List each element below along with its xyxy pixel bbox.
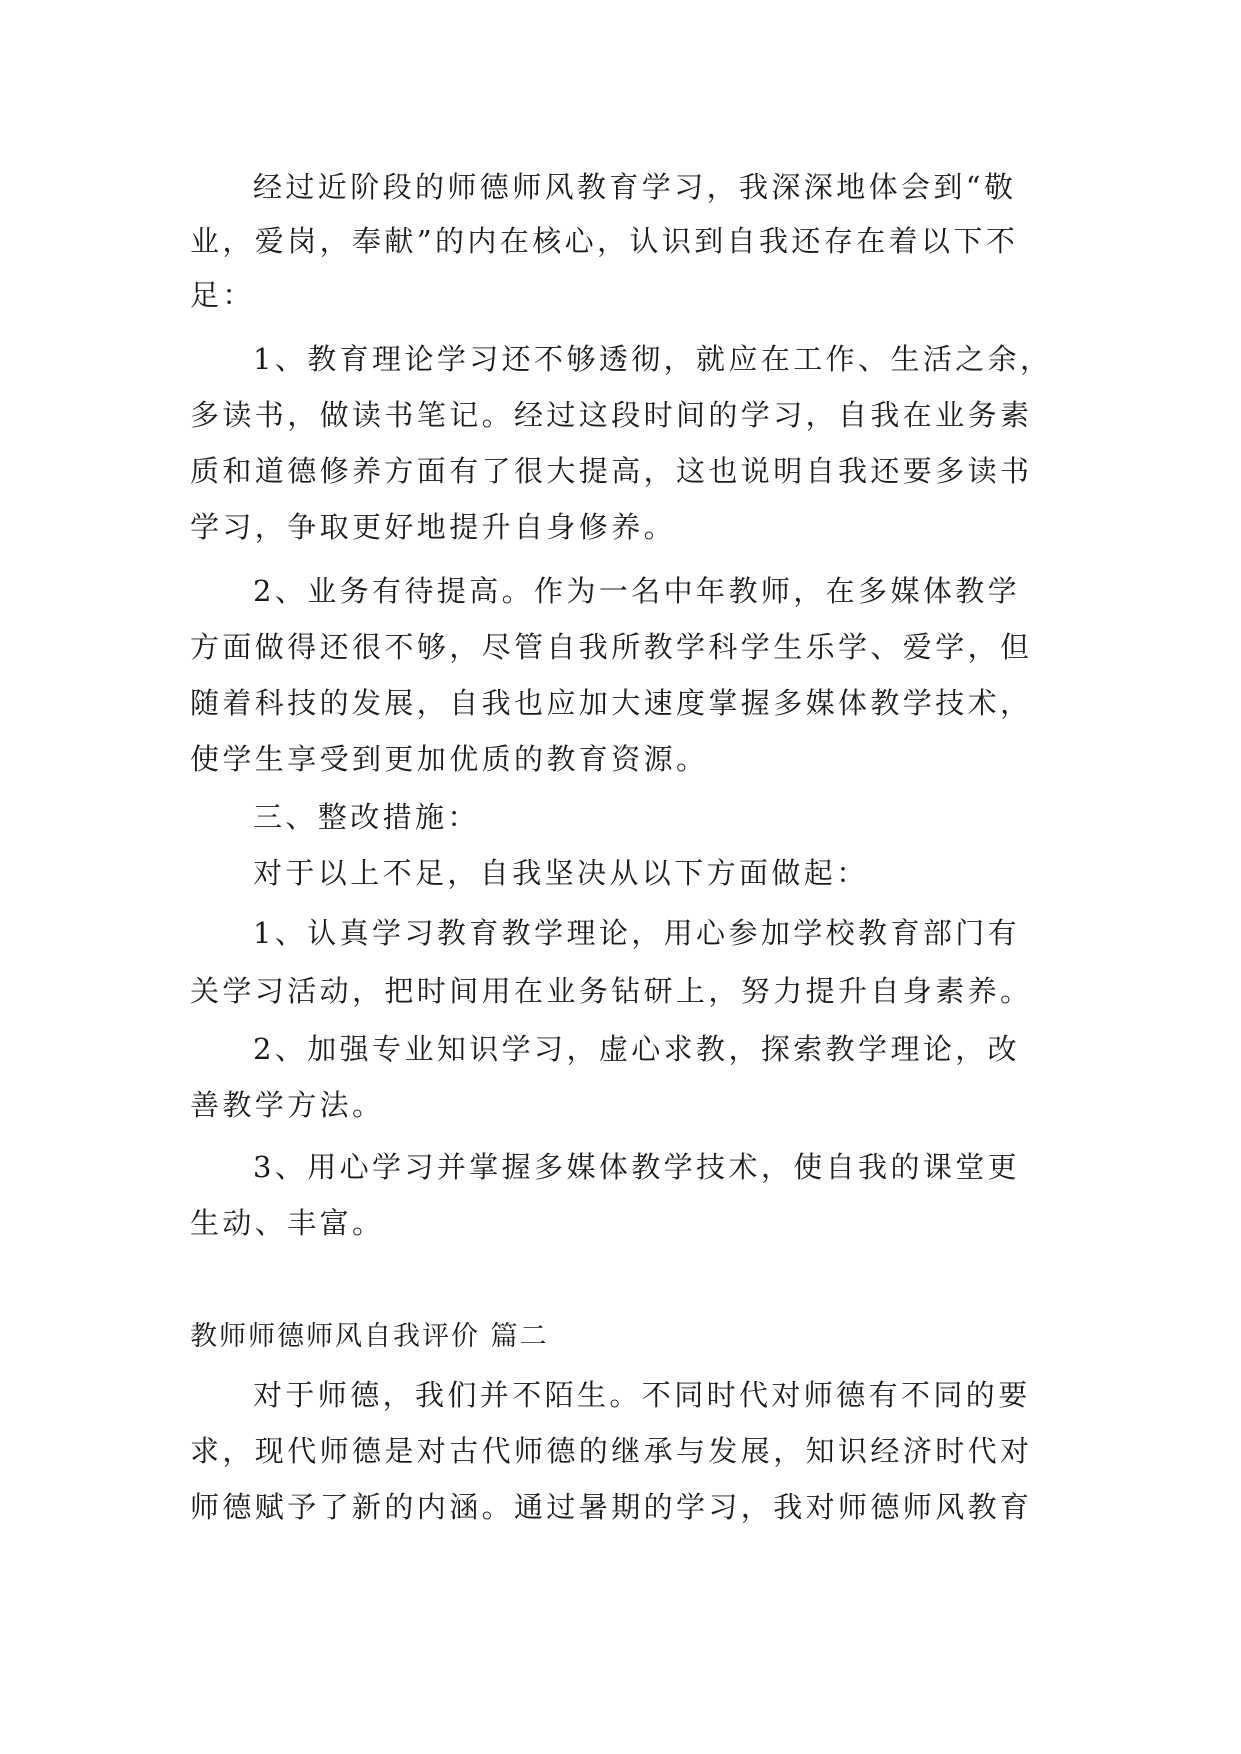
section-paragraph-line-3: 师德赋予了新的内涵。通过暑期的学习，我对师德师风教育	[190, 1490, 1033, 1524]
rectification-heading: 三、整改措施：	[253, 800, 480, 834]
paragraph-7-line-2: 善教学方法。	[190, 1088, 385, 1122]
paragraph-2-line-4: 学习，争取更好地提升自身修养。	[190, 510, 677, 544]
paragraph-1-line-2: 业，爱岗，奉献”的内在核心，认识到自我还存在着以下不	[190, 224, 1019, 258]
paragraph-1-line-1: 经过近阶段的师德师风教育学习，我深深地体会到“敬	[253, 170, 1017, 204]
paragraph-1-line-3: 足：	[190, 278, 255, 312]
paragraph-5-line-1: 对于以上不足，自我坚决从以下方面做起：	[253, 856, 869, 890]
paragraph-3-line-4: 使学生享受到更加优质的教育资源。	[190, 742, 709, 776]
paragraph-8-line-1: 3、用心学习并掌握多媒体教学技术，使自我的课堂更	[253, 1150, 1021, 1184]
section-title: 教师师德师风自我评价 篇二	[190, 1321, 549, 1352]
paragraph-2-line-2: 多读书，做读书笔记。经过这段时间的学习，自我在业务素	[190, 398, 1033, 432]
section-paragraph-line-1: 对于师德，我们并不陌生。不同时代对师德有不同的要	[253, 1378, 1031, 1412]
paragraph-6-line-1: 1、认真学习教育教学理论，用心参加学校教育部门有	[253, 916, 1021, 950]
paragraph-6-line-2: 关学习活动，把时间用在业务钻研上，努力提升自身素养。	[190, 974, 1033, 1008]
paragraph-3-line-3: 随着科技的发展，自我也应加大速度掌握多媒体教学技术，	[190, 686, 1033, 720]
paragraph-3-line-1: 2、业务有待提高。作为一名中年教师，在多媒体教学	[253, 574, 1021, 608]
paragraph-3-line-2: 方面做得还很不够，尽管自我所教学科学生乐学、爱学，但	[190, 630, 1033, 664]
paragraph-2-line-3: 质和道德修养方面有了很大提高，这也说明自我还要多读书	[190, 454, 1033, 488]
section-paragraph-line-2: 求，现代师德是对古代师德的继承与发展，知识经济时代对	[190, 1434, 1033, 1468]
paragraph-7-line-1: 2、加强专业知识学习，虚心求教，探索教学理论，改	[253, 1032, 1021, 1066]
paragraph-2-line-1: 1、教育理论学习还不够透彻，就应在工作、生活之余，	[253, 342, 1053, 376]
paragraph-8-line-2: 生动、丰富。	[190, 1206, 385, 1240]
